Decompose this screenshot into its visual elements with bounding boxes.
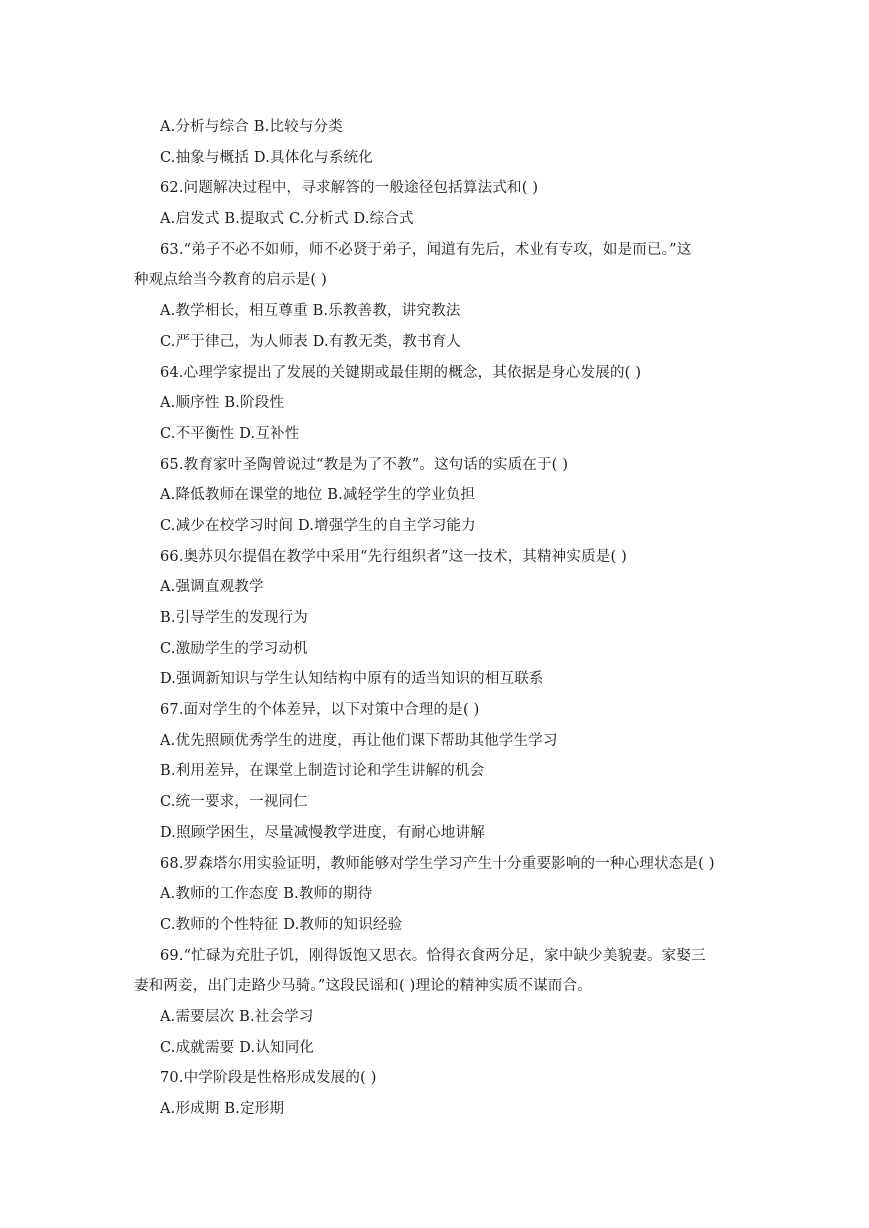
option-line: A.强调直观教学 bbox=[160, 579, 264, 596]
option-line: C.激励学生的学习动机 bbox=[160, 640, 308, 657]
option-line: B.引导学生的发现行为 bbox=[160, 610, 308, 626]
question-line: 64.心理学家提出了发展的关键期或最佳期的概念，其依据是身心发展的( ) bbox=[160, 364, 642, 381]
question-line: 65.教育家叶圣陶曾说过“教是为了不教”。这句话的实质在于( ) bbox=[160, 456, 569, 473]
option-line: C.不平衡性 D.互补性 bbox=[160, 425, 300, 442]
question-line: 62.问题解决过程中，寻求解答的一般途径包括算法式和( ) bbox=[160, 180, 539, 197]
option-line: C.教师的个性特征 D.教师的知识经验 bbox=[160, 916, 403, 933]
option-line: A.形成期 B.定形期 bbox=[160, 1101, 285, 1117]
option-line: B.利用差异，在课堂上制造讨论和学生讲解的机会 bbox=[160, 763, 485, 780]
option-line: D.强调新知识与学生认知结构中原有的适当知识的相互联系 bbox=[160, 671, 544, 688]
option-line: C.成就需要 D.认知同化 bbox=[160, 1039, 315, 1056]
question-line: 69.“忙碌为充肚子饥，刚得饭饱又思衣。恰得衣食两分足，家中缺少美貌妻。家娶三 bbox=[160, 947, 706, 964]
option-line: C.减少在校学习时间 D.增强学生的自主学习能力 bbox=[160, 517, 476, 534]
option-line: C.统一要求，一视同仁 bbox=[160, 794, 308, 811]
option-line: A.优先照顾优秀学生的进度，再让他们课下帮助其他学生学习 bbox=[160, 732, 558, 749]
question-continuation-line: 妻和两妾，出门走路少马骑。”这段民谣和( )理论的精神实质不谋而合。 bbox=[134, 978, 592, 995]
question-line: 68.罗森塔尔用实验证明，教师能够对学生学习产生十分重要影响的一种心理状态是( ) bbox=[160, 855, 715, 872]
option-line: A.启发式 B.提取式 C.分析式 D.综合式 bbox=[160, 211, 414, 228]
option-line: A.需要层次 B.社会学习 bbox=[160, 1008, 314, 1025]
question-line: 63.“弟子不必不如师，师不必贤于弟子，闻道有先后，术业有专攻，如是而已。”这 bbox=[160, 241, 692, 258]
question-line: 67.面对学生的个体差异，以下对策中合理的是( ) bbox=[160, 702, 480, 719]
question-line: 66.奥苏贝尔提倡在教学中采用“先行组织者”这一技术，其精神实质是( ) bbox=[160, 548, 628, 565]
option-line: C.严于律己，为人师表 D.有教无类，教书育人 bbox=[160, 333, 462, 350]
option-line: A.降低教师在课堂的地位 B.减轻学生的学业负担 bbox=[160, 487, 476, 504]
question-continuation-line: 种观点给当今教育的启示是( ) bbox=[134, 272, 327, 289]
question-line: 70.中学阶段是性格形成发展的( ) bbox=[160, 1070, 377, 1087]
option-line: A.教学相长，相互尊重 B.乐教善教，讲究教法 bbox=[160, 303, 461, 320]
option-line: A.教师的工作态度 B.教师的期待 bbox=[160, 886, 373, 903]
option-line: D.照顾学困生，尽量减慢教学进度，有耐心地讲解 bbox=[160, 824, 485, 841]
option-line: A.顺序性 B.阶段性 bbox=[160, 395, 285, 412]
question-text-block bbox=[134, 112, 746, 1125]
option-line: C.抽象与概括 D.具体化与系统化 bbox=[160, 149, 373, 166]
option-line: A.分析与综合 B.比较与分类 bbox=[160, 119, 343, 135]
